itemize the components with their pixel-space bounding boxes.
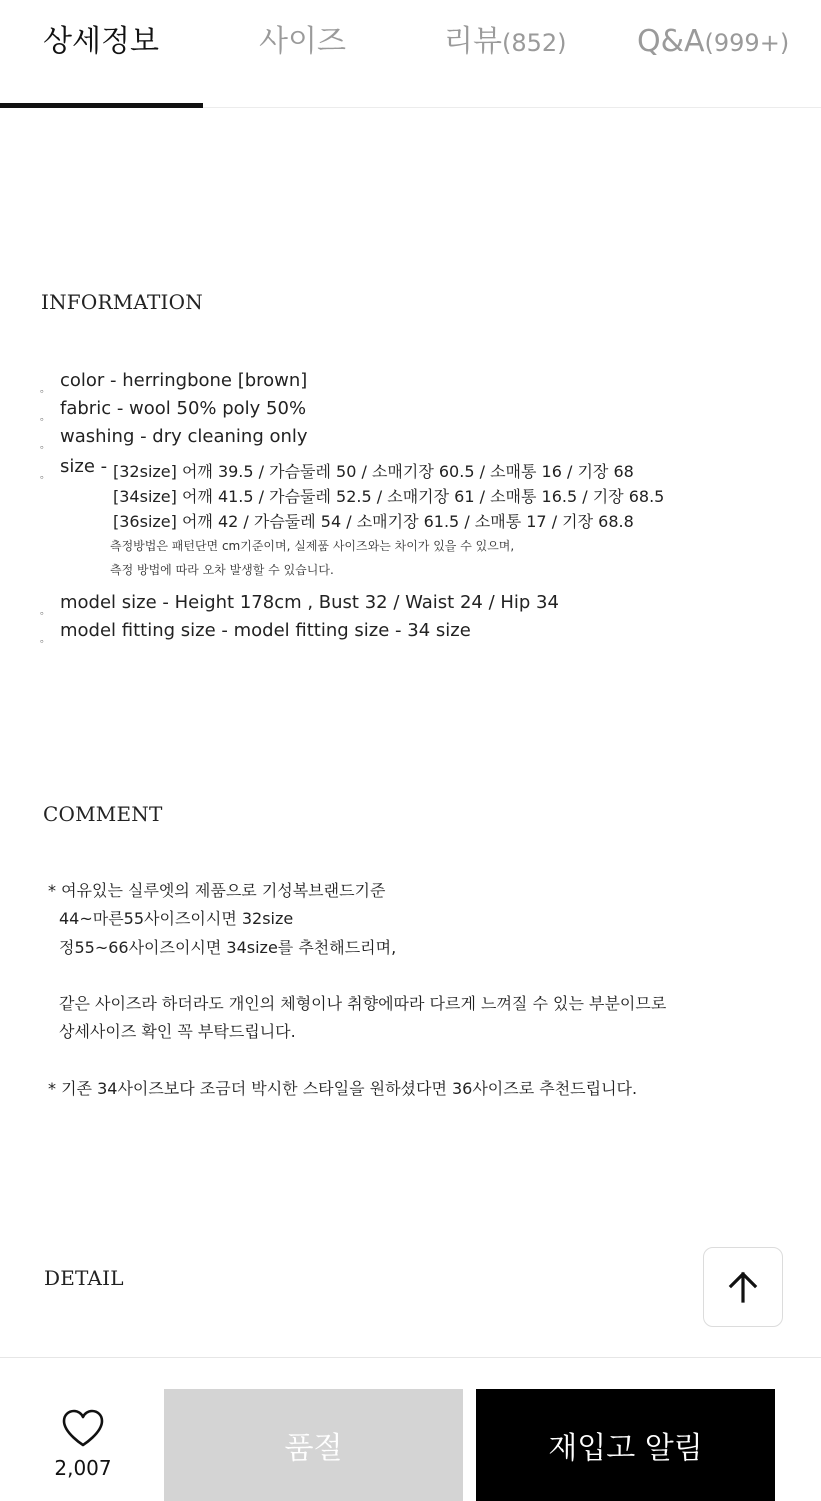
arrow-up-icon bbox=[725, 1269, 761, 1305]
size-row-36: [36size] 어깨 42 / 가슴둘레 54 / 소매기장 61.5 / 소매통 17 / 기장 68.8 bbox=[113, 512, 634, 531]
comment-heading: COMMENT bbox=[43, 802, 163, 826]
heart-icon bbox=[61, 1408, 105, 1448]
wishlist-button[interactable] bbox=[40, 1408, 126, 1480]
bullet-icon: 。 bbox=[40, 412, 50, 423]
info-size-label bbox=[40, 456, 107, 481]
tab-label: 리뷰 bbox=[444, 24, 502, 59]
bullet-icon: 。 bbox=[40, 470, 50, 481]
tab-qna[interactable] bbox=[637, 22, 789, 62]
detail-heading: DETAIL bbox=[44, 1266, 124, 1290]
comment-line: 상세사이즈 확인 꼭 부탁드립니다. bbox=[59, 1022, 296, 1041]
info-color bbox=[40, 370, 307, 395]
info-size-label-text: size - bbox=[60, 456, 108, 477]
info-washing bbox=[40, 426, 308, 451]
bullet-icon: 。 bbox=[40, 384, 50, 395]
info-model-size bbox=[40, 592, 559, 617]
comment-line: * 여유있는 실루엣의 제품으로 기성복브랜드기준 bbox=[48, 881, 386, 900]
measure-note: 측정방법은 패턴단면 cm기준이며, 실제품 사이즈와는 차이가 있을 수 있으며, bbox=[110, 539, 515, 553]
tab-label: 사이즈 bbox=[259, 24, 346, 59]
information-heading: INFORMATION bbox=[41, 290, 203, 314]
restock-label: 재입고 알림 bbox=[548, 1431, 703, 1466]
bullet-icon: 。 bbox=[40, 606, 50, 617]
active-tab-indicator bbox=[0, 103, 203, 108]
tab-size[interactable] bbox=[259, 22, 346, 62]
info-model-fitting-text: model fitting size - model fitting size - 34 size bbox=[60, 620, 471, 641]
tab-detail-info[interactable] bbox=[43, 22, 159, 62]
tab-label: 상세정보 bbox=[43, 24, 159, 59]
soldout-label: 품절 bbox=[284, 1431, 343, 1466]
scroll-top-button[interactable] bbox=[703, 1247, 783, 1327]
wish-count: 2,007 bbox=[54, 1456, 112, 1480]
bullet-icon: 。 bbox=[40, 634, 50, 645]
info-color-text: color - herringbone [brown] bbox=[60, 370, 308, 391]
bottom-action-bar bbox=[0, 1357, 821, 1500]
info-fabric-text: fabric - wool 50% poly 50% bbox=[60, 398, 307, 419]
info-model-size-text: model size - Height 178cm , Bust 32 / Waist 24 / Hip 34 bbox=[60, 592, 559, 613]
tab-review[interactable] bbox=[444, 22, 567, 62]
size-row-34: [34size] 어깨 41.5 / 가슴둘레 52.5 / 소매기장 61 / 소매통 16.5 / 기장 68.5 bbox=[113, 487, 665, 506]
comment-line: 44~마른55사이즈이시면 32size bbox=[59, 909, 294, 928]
info-fabric bbox=[40, 398, 306, 423]
info-washing-text: washing - dry cleaning only bbox=[60, 426, 308, 447]
size-row-32: [32size] 어깨 39.5 / 가슴둘레 50 / 소매기장 60.5 / 소매통 16 / 기장 68 bbox=[113, 462, 634, 481]
measure-note: 측정 방법에 따라 오차 발생할 수 있습니다. bbox=[110, 563, 334, 577]
tab-bar bbox=[0, 0, 821, 108]
soldout-button[interactable] bbox=[164, 1389, 463, 1501]
info-model-fitting bbox=[40, 620, 471, 645]
restock-alert-button[interactable] bbox=[476, 1389, 775, 1501]
tab-label: Q&A bbox=[637, 24, 705, 59]
tab-count: (852) bbox=[501, 29, 567, 57]
comment-line: 정55~66사이즈이시면 34size를 추천해드리며, bbox=[59, 938, 397, 957]
tab-count: (999+) bbox=[704, 29, 790, 57]
comment-line: * 기존 34사이즈보다 조금더 박시한 스타일을 원하셨다면 36사이즈로 추천드립니다. bbox=[48, 1079, 638, 1098]
bullet-icon: 。 bbox=[40, 440, 50, 451]
comment-line: 같은 사이즈라 하더라도 개인의 체형이나 취향에따라 다르게 느껴질 수 있는 부분이므로 bbox=[59, 994, 667, 1013]
